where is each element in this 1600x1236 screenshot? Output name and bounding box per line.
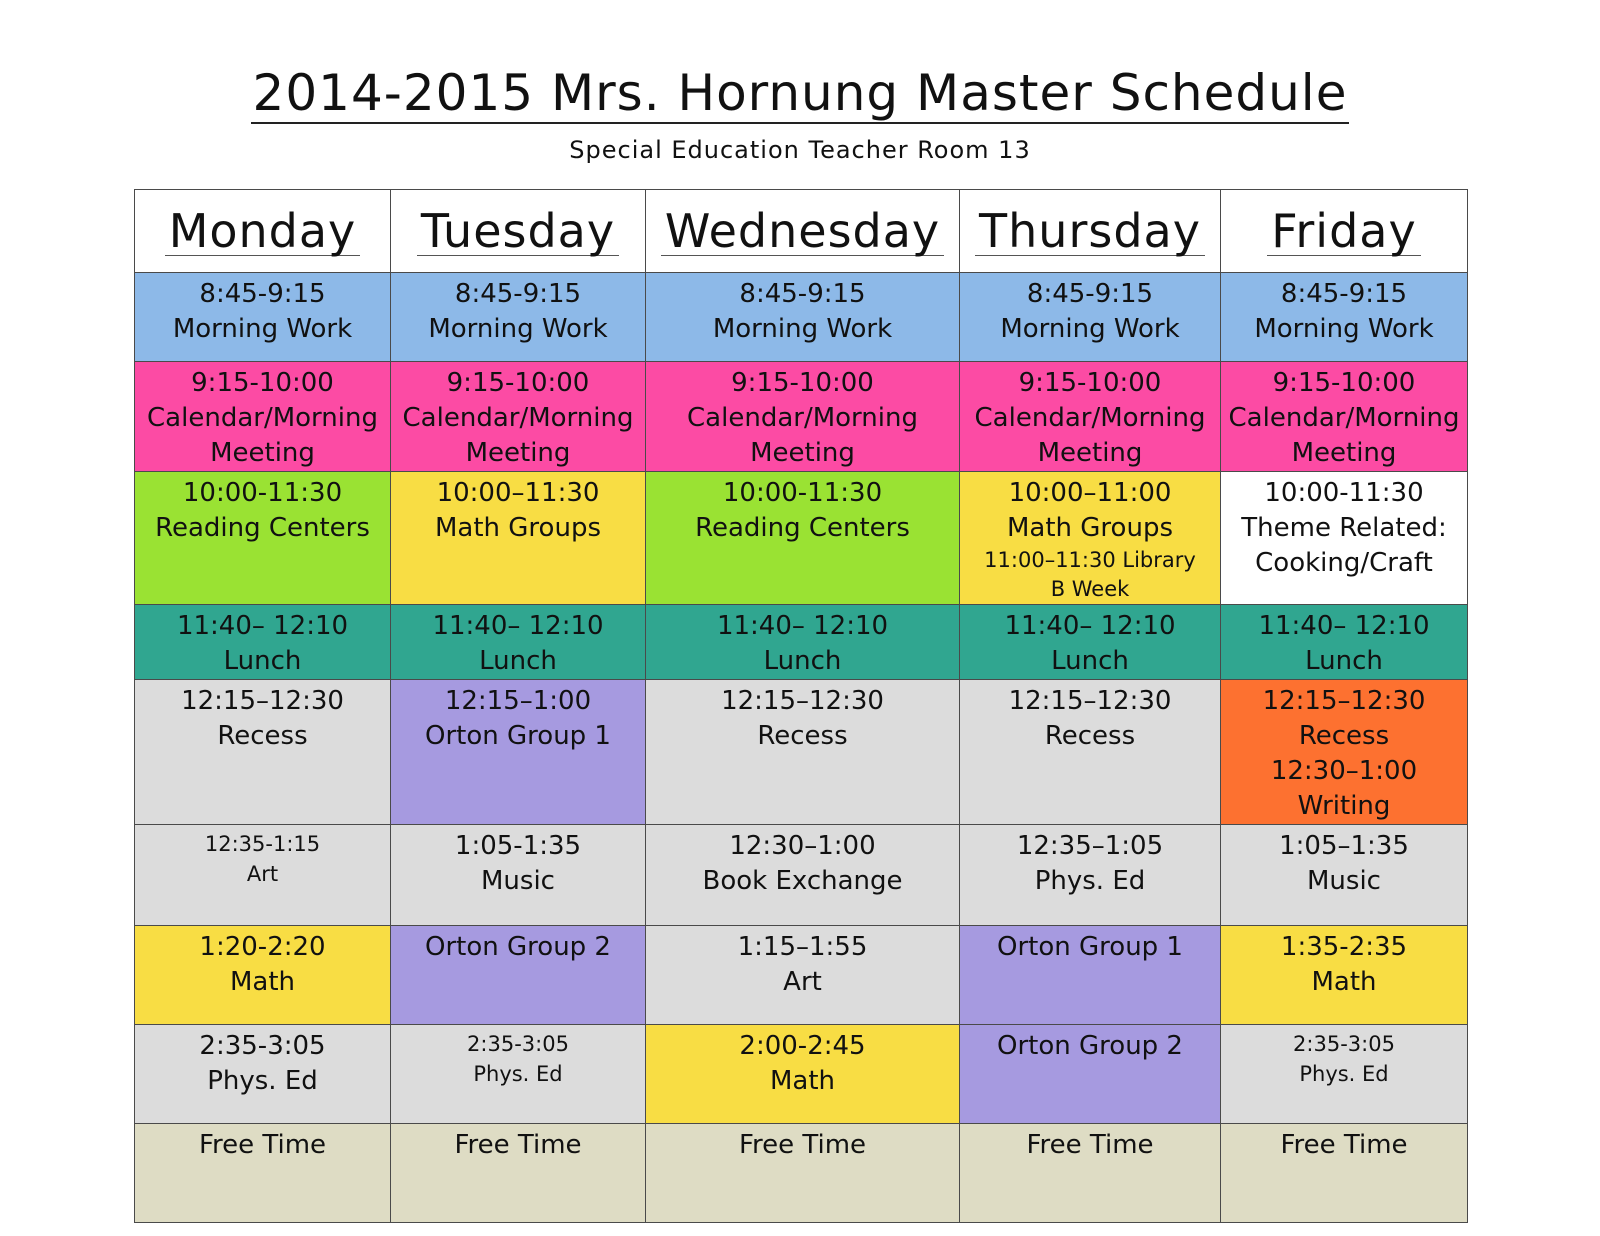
- schedule-cell: [135, 1025, 391, 1124]
- activity-label: Reading Centers: [695, 513, 910, 543]
- schedule-cell: [135, 680, 391, 825]
- schedule-cell-content: [391, 472, 645, 546]
- schedule-cell: [1221, 926, 1468, 1025]
- time-slot-row: [135, 472, 1468, 605]
- time-range: 10:00–11:30: [436, 478, 600, 508]
- schedule-cell-content: [960, 926, 1220, 965]
- schedule-cell: [960, 825, 1221, 926]
- activity-label: Calendar/Morning Meeting: [687, 403, 918, 468]
- activity-label: Cooking/Craft: [1255, 548, 1433, 578]
- schedule-cell: [646, 680, 960, 825]
- time-range: 8:45-9:15: [454, 279, 582, 309]
- time-range: 1:15–1:55: [737, 932, 868, 962]
- schedule-cell: [646, 1124, 960, 1223]
- schedule-cell: [960, 472, 1221, 605]
- time-range: 12:15–12:30 Recess: [1262, 686, 1426, 751]
- activity-label: Lunch: [1051, 646, 1129, 676]
- activity-label: Orton Group 1: [997, 932, 1183, 962]
- schedule-cell-content: [1221, 680, 1467, 824]
- schedule-cell-content: [960, 605, 1220, 679]
- schedule-cell: [391, 680, 646, 825]
- schedule-cell-content: [1221, 1025, 1467, 1089]
- day-header: [960, 190, 1221, 273]
- day-header-row: [135, 190, 1468, 273]
- schedule-cell-content: [1221, 825, 1467, 899]
- schedule-cell-content: [646, 926, 959, 1000]
- schedule-cell-content: [135, 472, 390, 546]
- schedule-cell: [135, 926, 391, 1025]
- schedule-cell-content: [646, 362, 959, 471]
- schedule-cell: [646, 362, 960, 472]
- activity-label: Calendar/Morning: [974, 403, 1206, 433]
- activity-label: Book Exchange: [702, 866, 903, 896]
- activity-label: Math: [229, 967, 296, 997]
- time-range: 12:15–12:30: [181, 686, 344, 716]
- schedule-body: [135, 273, 1468, 1223]
- activity-label: Lunch: [223, 646, 302, 676]
- time-slot-row: [135, 825, 1468, 926]
- schedule-cell-content: [1221, 605, 1467, 679]
- schedule-cell: [960, 680, 1221, 825]
- time-range: 11:40– 12:10: [176, 611, 349, 641]
- time-range: 9:15-10:00: [446, 368, 590, 398]
- schedule-cell-content: [135, 605, 390, 679]
- activity-label: Recess: [1044, 721, 1136, 751]
- day-header-label: Thursday: [975, 207, 1205, 256]
- time-range: 12:15–12:30: [721, 686, 884, 716]
- day-header-label: Monday: [165, 207, 361, 256]
- schedule-cell-content: [135, 926, 390, 1000]
- schedule-cell: [646, 1025, 960, 1124]
- time-range: 8:45-9:15: [1280, 279, 1408, 309]
- activity-note: B Week: [1050, 577, 1130, 601]
- schedule-cell: [646, 273, 960, 362]
- time-range: 12:35–1:05: [1016, 831, 1164, 861]
- schedule-cell: [135, 472, 391, 605]
- schedule-cell-content: [646, 680, 959, 754]
- activity-label: Free Time: [454, 1130, 582, 1160]
- time-range: 9:15-10:00: [731, 368, 874, 398]
- activity-label: Orton Group 1: [425, 721, 611, 751]
- activity-label: Theme Related:: [1241, 513, 1447, 543]
- activity-label: Math: [1311, 967, 1377, 997]
- time-slot-row: [135, 362, 1468, 472]
- activity-label: Music: [481, 866, 555, 896]
- time-range: 1:20-2:20: [199, 932, 326, 962]
- schedule-cell-content: [391, 680, 645, 754]
- schedule-cell: [1221, 1124, 1468, 1223]
- activity-label: Phys. Ed: [473, 1062, 563, 1086]
- schedule-cell-content: [135, 1025, 390, 1099]
- schedule-cell-content: [391, 1124, 645, 1163]
- schedule-cell-content: [391, 362, 645, 471]
- time-range: 8:45-9:15: [1026, 279, 1154, 309]
- time-range: 10:00-11:30: [722, 478, 883, 508]
- schedule-cell-content: [135, 680, 390, 754]
- schedule-cell: [1221, 825, 1468, 926]
- activity-label: Morning Work: [172, 314, 353, 344]
- activity-label: Free Time: [198, 1130, 327, 1160]
- schedule-cell-content: [135, 273, 390, 347]
- day-header: [391, 190, 646, 273]
- time-range: 10:00-11:30: [182, 478, 343, 508]
- day-header: [135, 190, 391, 273]
- time-range: 8:45-9:15: [199, 279, 326, 309]
- time-range: 1:05–1:35: [1279, 831, 1409, 861]
- activity-label: Free Time: [1280, 1130, 1408, 1160]
- activity-label: Orton Group 2: [425, 932, 611, 962]
- schedule-cell: [391, 1025, 646, 1124]
- time-range: 10:00-11:30: [1264, 478, 1424, 508]
- schedule-cell: [646, 825, 960, 926]
- time-slot-row: [135, 1025, 1468, 1124]
- schedule-cell: [391, 1124, 646, 1223]
- schedule-cell: [391, 825, 646, 926]
- activity-label: Recess: [757, 721, 848, 751]
- time-range: 9:15-10:00: [1272, 368, 1416, 398]
- activity-label: Math: [769, 1066, 836, 1096]
- schedule-cell-content: [391, 825, 645, 899]
- schedule-cell-content: [646, 825, 959, 899]
- time-range: 2:35-3:05: [467, 1032, 569, 1056]
- schedule-cell-content: [1221, 926, 1467, 1000]
- activity-label: Meeting: [465, 438, 571, 468]
- schedule-cell: [135, 362, 391, 472]
- activity-label: Morning Work: [1254, 314, 1434, 344]
- activity-label: Music: [1307, 866, 1381, 896]
- activity-label: Morning Work: [428, 314, 608, 344]
- schedule-cell-content: [646, 273, 959, 347]
- activity-label: Calendar/Morning: [402, 403, 634, 433]
- activity-label: Meeting: [1037, 438, 1143, 468]
- activity-label: Morning Work: [712, 314, 893, 344]
- schedule-cell-content: [135, 362, 390, 471]
- day-header: [1221, 190, 1468, 273]
- schedule-cell-content: [391, 1025, 645, 1089]
- activity-label: Morning Work: [1000, 314, 1180, 344]
- schedule-cell-content: [391, 273, 645, 347]
- activity-label: 12:30–1:00: [1270, 756, 1418, 786]
- activity-label: Lunch: [763, 646, 842, 676]
- schedule-cell-content: [1221, 362, 1467, 471]
- schedule-cell: [1221, 362, 1468, 472]
- time-range: 11:40– 12:10: [1258, 611, 1430, 641]
- schedule-cell: [960, 605, 1221, 680]
- time-range: 1:05-1:35: [454, 831, 582, 861]
- activity-label: Writing: [1297, 791, 1391, 821]
- schedule-table: [134, 189, 1468, 1223]
- schedule-cell: [646, 926, 960, 1025]
- schedule-cell: [960, 926, 1221, 1025]
- time-range: 11:40– 12:10: [432, 611, 604, 641]
- schedule-cell: [960, 273, 1221, 362]
- activity-label: Free Time: [738, 1130, 867, 1160]
- activity-label: Meeting: [1291, 438, 1397, 468]
- time-range: 2:35-3:05: [1293, 1032, 1395, 1056]
- day-header: [646, 190, 960, 273]
- activity-label: Calendar/Morning: [147, 403, 378, 433]
- time-slot-row: [135, 605, 1468, 680]
- schedule-cell-content: [960, 1025, 1220, 1064]
- time-range: 12:15–12:30: [1008, 686, 1172, 716]
- schedule-cell-content: [960, 472, 1220, 604]
- schedule-cell: [960, 1025, 1221, 1124]
- day-header-label: Friday: [1267, 207, 1420, 256]
- time-range: 2:35-3:05: [199, 1031, 326, 1061]
- schedule-cell-content: [1221, 1124, 1467, 1163]
- schedule-cell: [646, 472, 960, 605]
- schedule-subtitle: Special Education Teacher Room 13: [569, 136, 1031, 164]
- schedule-cell-content: [646, 472, 959, 546]
- day-header-label: Tuesday: [417, 207, 619, 256]
- schedule-cell: [391, 362, 646, 472]
- time-range: 11:40– 12:10: [716, 611, 889, 641]
- schedule-cell: [960, 362, 1221, 472]
- activity-label: Free Time: [1026, 1130, 1154, 1160]
- schedule-cell-content: [1221, 273, 1467, 347]
- time-range: 11:40– 12:10: [1004, 611, 1176, 641]
- time-range: 12:35-1:15: [204, 832, 321, 856]
- schedule-cell-content: [135, 825, 390, 889]
- schedule-cell: [1221, 680, 1468, 825]
- schedule-cell-content: [646, 1124, 959, 1163]
- schedule-cell-content: [135, 1124, 390, 1163]
- activity-label: Math Groups: [434, 513, 601, 543]
- schedule-cell-content: [960, 1124, 1220, 1163]
- time-range: 9:15-10:00: [1018, 368, 1162, 398]
- schedule-cell: [1221, 472, 1468, 605]
- schedule-title-text: 2014-2015 Mrs. Hornung Master Schedule: [252, 64, 1348, 122]
- activity-label: Art: [783, 967, 822, 997]
- time-range: 9:15-10:00: [191, 368, 334, 398]
- schedule-cell: [1221, 273, 1468, 362]
- activity-label: Phys. Ed: [1299, 1062, 1389, 1086]
- time-range: 8:45-9:15: [739, 279, 866, 309]
- time-range: 10:00–11:00: [1008, 478, 1172, 508]
- schedule-cell-content: [960, 362, 1220, 471]
- time-range: 12:30–1:00: [729, 831, 876, 861]
- schedule-cell-content: [960, 825, 1220, 899]
- schedule-cell: [646, 605, 960, 680]
- time-range: 2:00-2:45: [739, 1031, 866, 1061]
- schedule-cell-content: [1221, 472, 1467, 581]
- activity-label: Reading Centers: [155, 513, 370, 543]
- time-slot-row: [135, 926, 1468, 1025]
- schedule-cell: [1221, 605, 1468, 680]
- day-header-label: Wednesday: [661, 207, 944, 256]
- activity-note: 11:00–11:30 Library: [984, 548, 1196, 572]
- activity-label: Recess: [217, 721, 308, 751]
- schedule-cell: [135, 605, 391, 680]
- schedule-cell: [391, 605, 646, 680]
- activity-label: Lunch: [1305, 646, 1383, 676]
- time-range: 12:15–1:00: [444, 686, 592, 716]
- time-range: 1:35-2:35: [1280, 932, 1408, 962]
- schedule-cell: [960, 1124, 1221, 1223]
- activity-label: Calendar/Morning: [1228, 403, 1460, 433]
- time-slot-row: [135, 273, 1468, 362]
- time-slot-row: [135, 1124, 1468, 1223]
- schedule-cell: [391, 273, 646, 362]
- schedule-title: [0, 66, 1600, 121]
- schedule-cell-content: [391, 926, 645, 965]
- activity-label: Lunch: [479, 646, 557, 676]
- activity-label: Phys. Ed: [207, 1066, 318, 1096]
- schedule-cell: [1221, 1025, 1468, 1124]
- schedule-cell: [135, 273, 391, 362]
- schedule-cell-content: [960, 273, 1220, 347]
- activity-label: Math Groups: [1006, 513, 1173, 543]
- schedule-cell: [391, 926, 646, 1025]
- schedule-cell-content: [646, 605, 959, 679]
- activity-label: Art: [246, 862, 279, 886]
- activity-label: Phys. Ed: [1034, 866, 1146, 896]
- schedule-cell: [135, 1124, 391, 1223]
- time-slot-row: [135, 680, 1468, 825]
- schedule-cell: [391, 472, 646, 605]
- schedule-cell-content: [960, 680, 1220, 754]
- activity-label: Orton Group 2: [997, 1031, 1183, 1061]
- schedule-cell-content: [391, 605, 645, 679]
- activity-label: Meeting: [210, 438, 315, 468]
- schedule-cell: [135, 825, 391, 926]
- schedule-cell-content: [646, 1025, 959, 1099]
